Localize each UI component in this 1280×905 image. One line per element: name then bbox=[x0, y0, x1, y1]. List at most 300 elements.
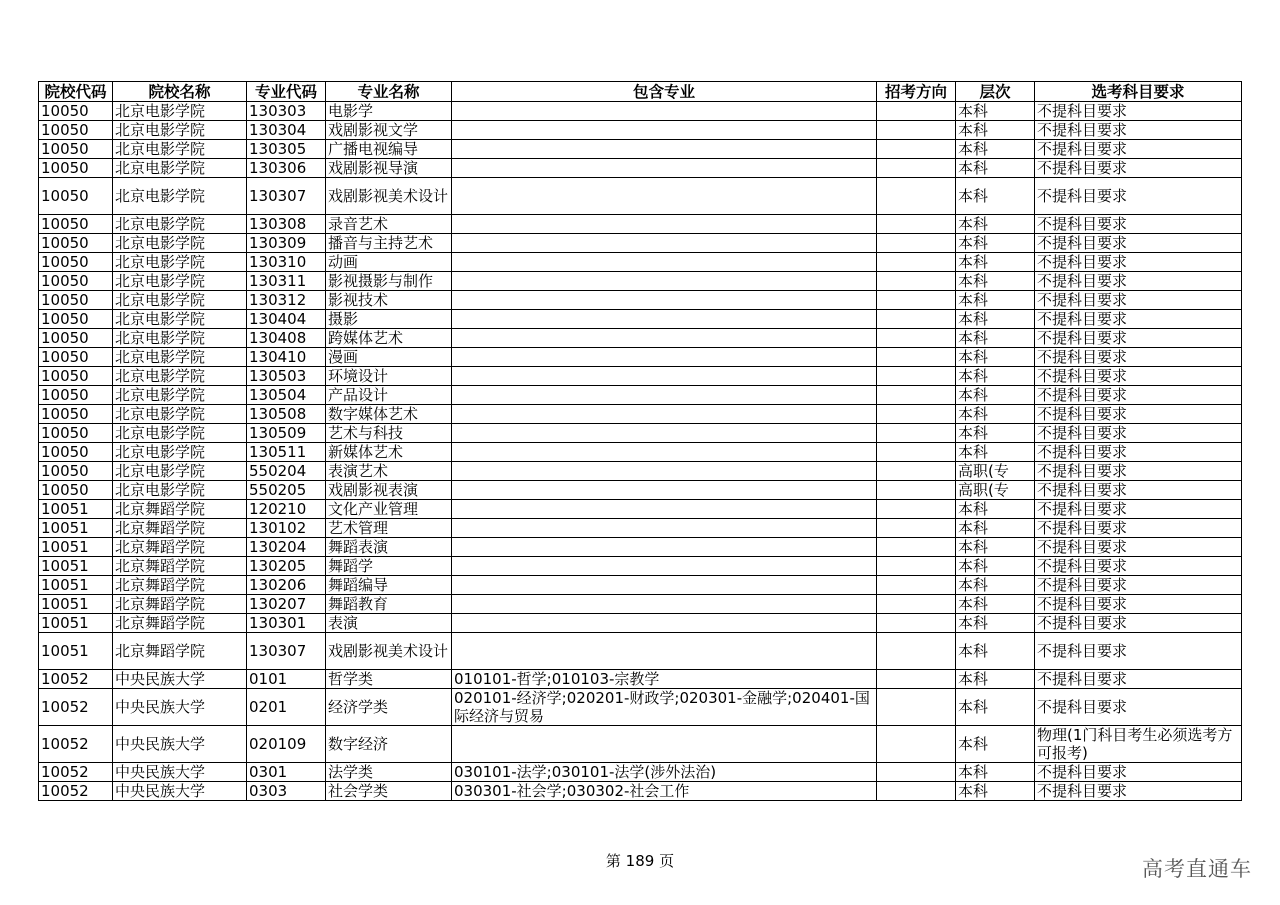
level-cell: 本科 bbox=[956, 405, 1035, 424]
major-code-cell: 130511 bbox=[247, 443, 326, 462]
school-code-cell: 10050 bbox=[39, 234, 113, 253]
level-cell: 本科 bbox=[956, 215, 1035, 234]
subject-requirement-cell: 不提科目要求 bbox=[1035, 595, 1242, 614]
direction-cell bbox=[877, 121, 956, 140]
direction-cell bbox=[877, 234, 956, 253]
level-cell: 本科 bbox=[956, 102, 1035, 121]
direction-cell bbox=[877, 272, 956, 291]
table-body bbox=[39, 102, 1242, 801]
table-row bbox=[39, 367, 1242, 386]
direction-cell bbox=[877, 405, 956, 424]
table-row bbox=[39, 576, 1242, 595]
school-name-cell: 北京电影学院 bbox=[113, 178, 247, 215]
school-name-cell: 北京舞蹈学院 bbox=[113, 557, 247, 576]
subject-requirement-cell: 不提科目要求 bbox=[1035, 234, 1242, 253]
included-majors-cell bbox=[452, 121, 877, 140]
table-row bbox=[39, 215, 1242, 234]
school-name-cell: 北京电影学院 bbox=[113, 215, 247, 234]
direction-cell bbox=[877, 291, 956, 310]
table-row bbox=[39, 178, 1242, 215]
included-majors-cell bbox=[452, 481, 877, 500]
subject-requirement-cell: 不提科目要求 bbox=[1035, 576, 1242, 595]
school-code-cell: 10050 bbox=[39, 329, 113, 348]
level-cell: 本科 bbox=[956, 424, 1035, 443]
table-row bbox=[39, 291, 1242, 310]
direction-cell bbox=[877, 348, 956, 367]
subject-requirement-cell: 不提科目要求 bbox=[1035, 519, 1242, 538]
subject-requirement-cell: 不提科目要求 bbox=[1035, 481, 1242, 500]
school-code-cell: 10050 bbox=[39, 424, 113, 443]
level-cell: 本科 bbox=[956, 595, 1035, 614]
major-name-cell: 戏剧影视美术设计 bbox=[326, 633, 452, 670]
school-code-cell: 10051 bbox=[39, 500, 113, 519]
included-majors-cell bbox=[452, 102, 877, 121]
school-name-cell: 北京电影学院 bbox=[113, 234, 247, 253]
subject-requirement-cell: 不提科目要求 bbox=[1035, 405, 1242, 424]
included-majors-cell bbox=[452, 348, 877, 367]
subject-requirement-cell: 物理(1门科目考生必须选考方可报考) bbox=[1035, 726, 1242, 763]
school-name-cell: 北京电影学院 bbox=[113, 424, 247, 443]
school-name-cell: 北京舞蹈学院 bbox=[113, 595, 247, 614]
subject-requirement-cell: 不提科目要求 bbox=[1035, 500, 1242, 519]
level-cell: 本科 bbox=[956, 670, 1035, 689]
direction-cell bbox=[877, 102, 956, 121]
subject-requirement-cell: 不提科目要求 bbox=[1035, 253, 1242, 272]
school-name-cell: 北京电影学院 bbox=[113, 253, 247, 272]
major-code-cell: 130306 bbox=[247, 159, 326, 178]
subject-requirement-cell: 不提科目要求 bbox=[1035, 424, 1242, 443]
included-majors-cell bbox=[452, 726, 877, 763]
subject-requirement-cell: 不提科目要求 bbox=[1035, 178, 1242, 215]
included-majors-cell: 030101-法学;030101-法学(涉外法治) bbox=[452, 763, 877, 782]
level-cell: 本科 bbox=[956, 178, 1035, 215]
included-majors-cell bbox=[452, 272, 877, 291]
major-name-cell: 影视技术 bbox=[326, 291, 452, 310]
major-name-cell: 戏剧影视美术设计 bbox=[326, 178, 452, 215]
table-row bbox=[39, 253, 1242, 272]
school-name-cell: 中央民族大学 bbox=[113, 689, 247, 726]
major-code-cell: 130303 bbox=[247, 102, 326, 121]
direction-cell bbox=[877, 726, 956, 763]
direction-cell bbox=[877, 500, 956, 519]
subject-requirement-cell: 不提科目要求 bbox=[1035, 670, 1242, 689]
table-row bbox=[39, 272, 1242, 291]
table-row bbox=[39, 670, 1242, 689]
level-cell: 本科 bbox=[956, 310, 1035, 329]
major-name-cell: 舞蹈编导 bbox=[326, 576, 452, 595]
level-cell: 本科 bbox=[956, 443, 1035, 462]
level-cell: 高职(专 bbox=[956, 462, 1035, 481]
level-cell: 本科 bbox=[956, 386, 1035, 405]
major-code-cell: 130309 bbox=[247, 234, 326, 253]
included-majors-cell: 020101-经济学;020201-财政学;020301-金融学;020401-国际经济与贸易 bbox=[452, 689, 877, 726]
major-code-cell: 130504 bbox=[247, 386, 326, 405]
page-number: 第 189 页 bbox=[605, 852, 675, 870]
school-code-cell: 10050 bbox=[39, 140, 113, 159]
school-name-cell: 北京电影学院 bbox=[113, 272, 247, 291]
school-code-cell: 10051 bbox=[39, 633, 113, 670]
school-name-cell: 中央民族大学 bbox=[113, 763, 247, 782]
level-cell: 本科 bbox=[956, 689, 1035, 726]
major-code-header: 专业代码 bbox=[247, 82, 326, 102]
subject-requirement-cell: 不提科目要求 bbox=[1035, 348, 1242, 367]
subject-requirement-cell: 不提科目要求 bbox=[1035, 329, 1242, 348]
table-row bbox=[39, 121, 1242, 140]
school-name-cell: 北京电影学院 bbox=[113, 386, 247, 405]
table-row bbox=[39, 386, 1242, 405]
direction-cell bbox=[877, 633, 956, 670]
direction-cell bbox=[877, 670, 956, 689]
admission-table bbox=[38, 81, 1242, 801]
level-cell: 本科 bbox=[956, 519, 1035, 538]
school-code-cell: 10050 bbox=[39, 481, 113, 500]
level-cell: 本科 bbox=[956, 159, 1035, 178]
major-code-cell: 130102 bbox=[247, 519, 326, 538]
level-cell: 本科 bbox=[956, 140, 1035, 159]
school-name-cell: 北京电影学院 bbox=[113, 140, 247, 159]
major-code-cell: 130509 bbox=[247, 424, 326, 443]
school-code-cell: 10052 bbox=[39, 782, 113, 801]
school-name-cell: 北京电影学院 bbox=[113, 462, 247, 481]
table-row bbox=[39, 519, 1242, 538]
major-name-cell: 跨媒体艺术 bbox=[326, 329, 452, 348]
table-row bbox=[39, 234, 1242, 253]
table-row bbox=[39, 159, 1242, 178]
school-code-cell: 10050 bbox=[39, 367, 113, 386]
school-code-cell: 10052 bbox=[39, 670, 113, 689]
school-name-cell: 中央民族大学 bbox=[113, 782, 247, 801]
major-code-cell: 130503 bbox=[247, 367, 326, 386]
school-name-cell: 北京电影学院 bbox=[113, 443, 247, 462]
major-name-cell: 表演艺术 bbox=[326, 462, 452, 481]
included-majors-cell bbox=[452, 140, 877, 159]
major-name-cell: 戏剧影视导演 bbox=[326, 159, 452, 178]
direction-cell bbox=[877, 576, 956, 595]
level-cell: 高职(专 bbox=[956, 481, 1035, 500]
included-majors-cell bbox=[452, 310, 877, 329]
included-majors-cell bbox=[452, 367, 877, 386]
school-code-cell: 10050 bbox=[39, 253, 113, 272]
direction-cell bbox=[877, 443, 956, 462]
subject-requirement-cell: 不提科目要求 bbox=[1035, 159, 1242, 178]
major-name-cell: 动画 bbox=[326, 253, 452, 272]
subject-requirement-cell: 不提科目要求 bbox=[1035, 462, 1242, 481]
table-row bbox=[39, 424, 1242, 443]
direction-cell bbox=[877, 614, 956, 633]
level-cell: 本科 bbox=[956, 726, 1035, 763]
level-cell: 本科 bbox=[956, 253, 1035, 272]
major-code-cell: 130205 bbox=[247, 557, 326, 576]
direction-cell bbox=[877, 253, 956, 272]
level-cell: 本科 bbox=[956, 614, 1035, 633]
major-code-cell: 130204 bbox=[247, 538, 326, 557]
included-majors-cell bbox=[452, 215, 877, 234]
level-header: 层次 bbox=[956, 82, 1035, 102]
table-row bbox=[39, 140, 1242, 159]
direction-cell bbox=[877, 386, 956, 405]
table-row bbox=[39, 595, 1242, 614]
table-row bbox=[39, 405, 1242, 424]
major-name-header: 专业名称 bbox=[326, 82, 452, 102]
major-code-cell: 130404 bbox=[247, 310, 326, 329]
major-name-cell: 舞蹈表演 bbox=[326, 538, 452, 557]
direction-header: 招考方向 bbox=[877, 82, 956, 102]
direction-cell bbox=[877, 178, 956, 215]
major-code-cell: 130311 bbox=[247, 272, 326, 291]
school-code-cell: 10050 bbox=[39, 272, 113, 291]
subject-requirement-cell: 不提科目要求 bbox=[1035, 272, 1242, 291]
school-name-cell: 北京电影学院 bbox=[113, 348, 247, 367]
school-name-cell: 北京电影学院 bbox=[113, 310, 247, 329]
direction-cell bbox=[877, 215, 956, 234]
school-name-cell: 北京电影学院 bbox=[113, 481, 247, 500]
major-name-cell: 艺术管理 bbox=[326, 519, 452, 538]
school-code-cell: 10050 bbox=[39, 178, 113, 215]
table-row bbox=[39, 763, 1242, 782]
subject-requirement-cell: 不提科目要求 bbox=[1035, 367, 1242, 386]
subject-requirement-cell: 不提科目要求 bbox=[1035, 102, 1242, 121]
level-cell: 本科 bbox=[956, 782, 1035, 801]
major-name-cell: 戏剧影视文学 bbox=[326, 121, 452, 140]
major-name-cell: 数字经济 bbox=[326, 726, 452, 763]
school-code-header: 院校代码 bbox=[39, 82, 113, 102]
included-majors-cell bbox=[452, 405, 877, 424]
school-name-cell: 北京电影学院 bbox=[113, 102, 247, 121]
school-code-cell: 10050 bbox=[39, 386, 113, 405]
major-name-cell: 艺术与科技 bbox=[326, 424, 452, 443]
major-code-cell: 130301 bbox=[247, 614, 326, 633]
subject-requirement-cell: 不提科目要求 bbox=[1035, 215, 1242, 234]
included-majors-header: 包含专业 bbox=[452, 82, 877, 102]
school-code-cell: 10051 bbox=[39, 614, 113, 633]
major-code-cell: 130307 bbox=[247, 633, 326, 670]
school-name-header: 院校名称 bbox=[113, 82, 247, 102]
major-name-cell: 哲学类 bbox=[326, 670, 452, 689]
school-code-cell: 10051 bbox=[39, 576, 113, 595]
school-code-cell: 10050 bbox=[39, 443, 113, 462]
major-name-cell: 戏剧影视表演 bbox=[326, 481, 452, 500]
school-name-cell: 北京舞蹈学院 bbox=[113, 519, 247, 538]
direction-cell bbox=[877, 367, 956, 386]
major-name-cell: 产品设计 bbox=[326, 386, 452, 405]
school-code-cell: 10050 bbox=[39, 215, 113, 234]
included-majors-cell bbox=[452, 443, 877, 462]
school-code-cell: 10050 bbox=[39, 121, 113, 140]
school-code-cell: 10050 bbox=[39, 310, 113, 329]
level-cell: 本科 bbox=[956, 234, 1035, 253]
direction-cell bbox=[877, 424, 956, 443]
major-code-cell: 0201 bbox=[247, 689, 326, 726]
major-code-cell: 130312 bbox=[247, 291, 326, 310]
major-code-cell: 130410 bbox=[247, 348, 326, 367]
level-cell: 本科 bbox=[956, 367, 1035, 386]
included-majors-cell bbox=[452, 576, 877, 595]
major-name-cell: 影视摄影与制作 bbox=[326, 272, 452, 291]
school-code-cell: 10051 bbox=[39, 557, 113, 576]
table-row bbox=[39, 443, 1242, 462]
header-row bbox=[39, 82, 1242, 102]
school-name-cell: 北京舞蹈学院 bbox=[113, 614, 247, 633]
major-code-cell: 130508 bbox=[247, 405, 326, 424]
level-cell: 本科 bbox=[956, 576, 1035, 595]
included-majors-cell bbox=[452, 462, 877, 481]
direction-cell bbox=[877, 159, 956, 178]
school-code-cell: 10050 bbox=[39, 291, 113, 310]
direction-cell bbox=[877, 763, 956, 782]
included-majors-cell bbox=[452, 614, 877, 633]
table-row bbox=[39, 348, 1242, 367]
included-majors-cell bbox=[452, 538, 877, 557]
included-majors-cell bbox=[452, 519, 877, 538]
major-name-cell: 录音艺术 bbox=[326, 215, 452, 234]
major-name-cell: 表演 bbox=[326, 614, 452, 633]
school-name-cell: 北京电影学院 bbox=[113, 159, 247, 178]
subject-requirement-cell: 不提科目要求 bbox=[1035, 689, 1242, 726]
school-name-cell: 北京电影学院 bbox=[113, 405, 247, 424]
school-name-cell: 北京电影学院 bbox=[113, 291, 247, 310]
direction-cell bbox=[877, 140, 956, 159]
table-row bbox=[39, 481, 1242, 500]
direction-cell bbox=[877, 481, 956, 500]
major-name-cell: 法学类 bbox=[326, 763, 452, 782]
subject-requirement-cell: 不提科目要求 bbox=[1035, 538, 1242, 557]
included-majors-cell bbox=[452, 253, 877, 272]
direction-cell bbox=[877, 462, 956, 481]
direction-cell bbox=[877, 782, 956, 801]
major-name-cell: 播音与主持艺术 bbox=[326, 234, 452, 253]
subject-requirement-cell: 不提科目要求 bbox=[1035, 614, 1242, 633]
included-majors-cell bbox=[452, 234, 877, 253]
major-code-cell: 130310 bbox=[247, 253, 326, 272]
school-name-cell: 北京舞蹈学院 bbox=[113, 500, 247, 519]
major-code-cell: 130307 bbox=[247, 178, 326, 215]
included-majors-cell bbox=[452, 159, 877, 178]
school-code-cell: 10052 bbox=[39, 689, 113, 726]
table-row bbox=[39, 102, 1242, 121]
watermark-text: 高考直通车 bbox=[1142, 857, 1252, 881]
major-name-cell: 电影学 bbox=[326, 102, 452, 121]
level-cell: 本科 bbox=[956, 500, 1035, 519]
school-code-cell: 10051 bbox=[39, 595, 113, 614]
school-code-cell: 10051 bbox=[39, 538, 113, 557]
table-row bbox=[39, 633, 1242, 670]
direction-cell bbox=[877, 689, 956, 726]
school-name-cell: 北京电影学院 bbox=[113, 367, 247, 386]
school-name-cell: 北京电影学院 bbox=[113, 329, 247, 348]
school-code-cell: 10050 bbox=[39, 462, 113, 481]
table-row bbox=[39, 462, 1242, 481]
major-code-cell: 130408 bbox=[247, 329, 326, 348]
subject-requirement-cell: 不提科目要求 bbox=[1035, 782, 1242, 801]
major-code-cell: 550204 bbox=[247, 462, 326, 481]
major-name-cell: 漫画 bbox=[326, 348, 452, 367]
included-majors-cell bbox=[452, 329, 877, 348]
major-code-cell: 0101 bbox=[247, 670, 326, 689]
major-code-cell: 130304 bbox=[247, 121, 326, 140]
level-cell: 本科 bbox=[956, 272, 1035, 291]
direction-cell bbox=[877, 329, 956, 348]
school-name-cell: 中央民族大学 bbox=[113, 726, 247, 763]
major-code-cell: 0301 bbox=[247, 763, 326, 782]
direction-cell bbox=[877, 519, 956, 538]
level-cell: 本科 bbox=[956, 329, 1035, 348]
major-name-cell: 舞蹈教育 bbox=[326, 595, 452, 614]
table-row bbox=[39, 689, 1242, 726]
major-name-cell: 环境设计 bbox=[326, 367, 452, 386]
level-cell: 本科 bbox=[956, 121, 1035, 140]
subject-requirement-cell: 不提科目要求 bbox=[1035, 557, 1242, 576]
major-name-cell: 舞蹈学 bbox=[326, 557, 452, 576]
major-name-cell: 文化产业管理 bbox=[326, 500, 452, 519]
major-code-cell: 130207 bbox=[247, 595, 326, 614]
subject-requirement-cell: 不提科目要求 bbox=[1035, 140, 1242, 159]
table-row bbox=[39, 782, 1242, 801]
table-row bbox=[39, 614, 1242, 633]
level-cell: 本科 bbox=[956, 633, 1035, 670]
included-majors-cell bbox=[452, 424, 877, 443]
direction-cell bbox=[877, 310, 956, 329]
school-name-cell: 北京舞蹈学院 bbox=[113, 576, 247, 595]
major-name-cell: 社会学类 bbox=[326, 782, 452, 801]
subject-requirement-cell: 不提科目要求 bbox=[1035, 291, 1242, 310]
major-name-cell: 数字媒体艺术 bbox=[326, 405, 452, 424]
school-code-cell: 10052 bbox=[39, 763, 113, 782]
major-name-cell: 摄影 bbox=[326, 310, 452, 329]
school-code-cell: 10051 bbox=[39, 519, 113, 538]
table-row bbox=[39, 557, 1242, 576]
major-code-cell: 130305 bbox=[247, 140, 326, 159]
table-row bbox=[39, 500, 1242, 519]
table-row bbox=[39, 726, 1242, 763]
level-cell: 本科 bbox=[956, 291, 1035, 310]
subject-requirement-cell: 不提科目要求 bbox=[1035, 633, 1242, 670]
major-name-cell: 广播电视编导 bbox=[326, 140, 452, 159]
school-code-cell: 10050 bbox=[39, 348, 113, 367]
included-majors-cell bbox=[452, 633, 877, 670]
major-name-cell: 新媒体艺术 bbox=[326, 443, 452, 462]
school-code-cell: 10050 bbox=[39, 102, 113, 121]
subject-requirement-cell: 不提科目要求 bbox=[1035, 386, 1242, 405]
included-majors-cell: 030301-社会学;030302-社会工作 bbox=[452, 782, 877, 801]
level-cell: 本科 bbox=[956, 763, 1035, 782]
direction-cell bbox=[877, 557, 956, 576]
school-name-cell: 北京舞蹈学院 bbox=[113, 538, 247, 557]
major-code-cell: 550205 bbox=[247, 481, 326, 500]
included-majors-cell bbox=[452, 595, 877, 614]
school-name-cell: 北京电影学院 bbox=[113, 121, 247, 140]
subject-requirement-cell: 不提科目要求 bbox=[1035, 121, 1242, 140]
included-majors-cell bbox=[452, 291, 877, 310]
table-row bbox=[39, 310, 1242, 329]
major-code-cell: 130206 bbox=[247, 576, 326, 595]
major-code-cell: 020109 bbox=[247, 726, 326, 763]
level-cell: 本科 bbox=[956, 348, 1035, 367]
included-majors-cell bbox=[452, 178, 877, 215]
major-code-cell: 0303 bbox=[247, 782, 326, 801]
included-majors-cell: 010101-哲学;010103-宗教学 bbox=[452, 670, 877, 689]
table-row bbox=[39, 329, 1242, 348]
included-majors-cell bbox=[452, 386, 877, 405]
major-code-cell: 130308 bbox=[247, 215, 326, 234]
school-code-cell: 10050 bbox=[39, 405, 113, 424]
direction-cell bbox=[877, 595, 956, 614]
included-majors-cell bbox=[452, 557, 877, 576]
school-code-cell: 10050 bbox=[39, 159, 113, 178]
major-name-cell: 经济学类 bbox=[326, 689, 452, 726]
school-code-cell: 10052 bbox=[39, 726, 113, 763]
subject-requirement-cell: 不提科目要求 bbox=[1035, 763, 1242, 782]
direction-cell bbox=[877, 538, 956, 557]
